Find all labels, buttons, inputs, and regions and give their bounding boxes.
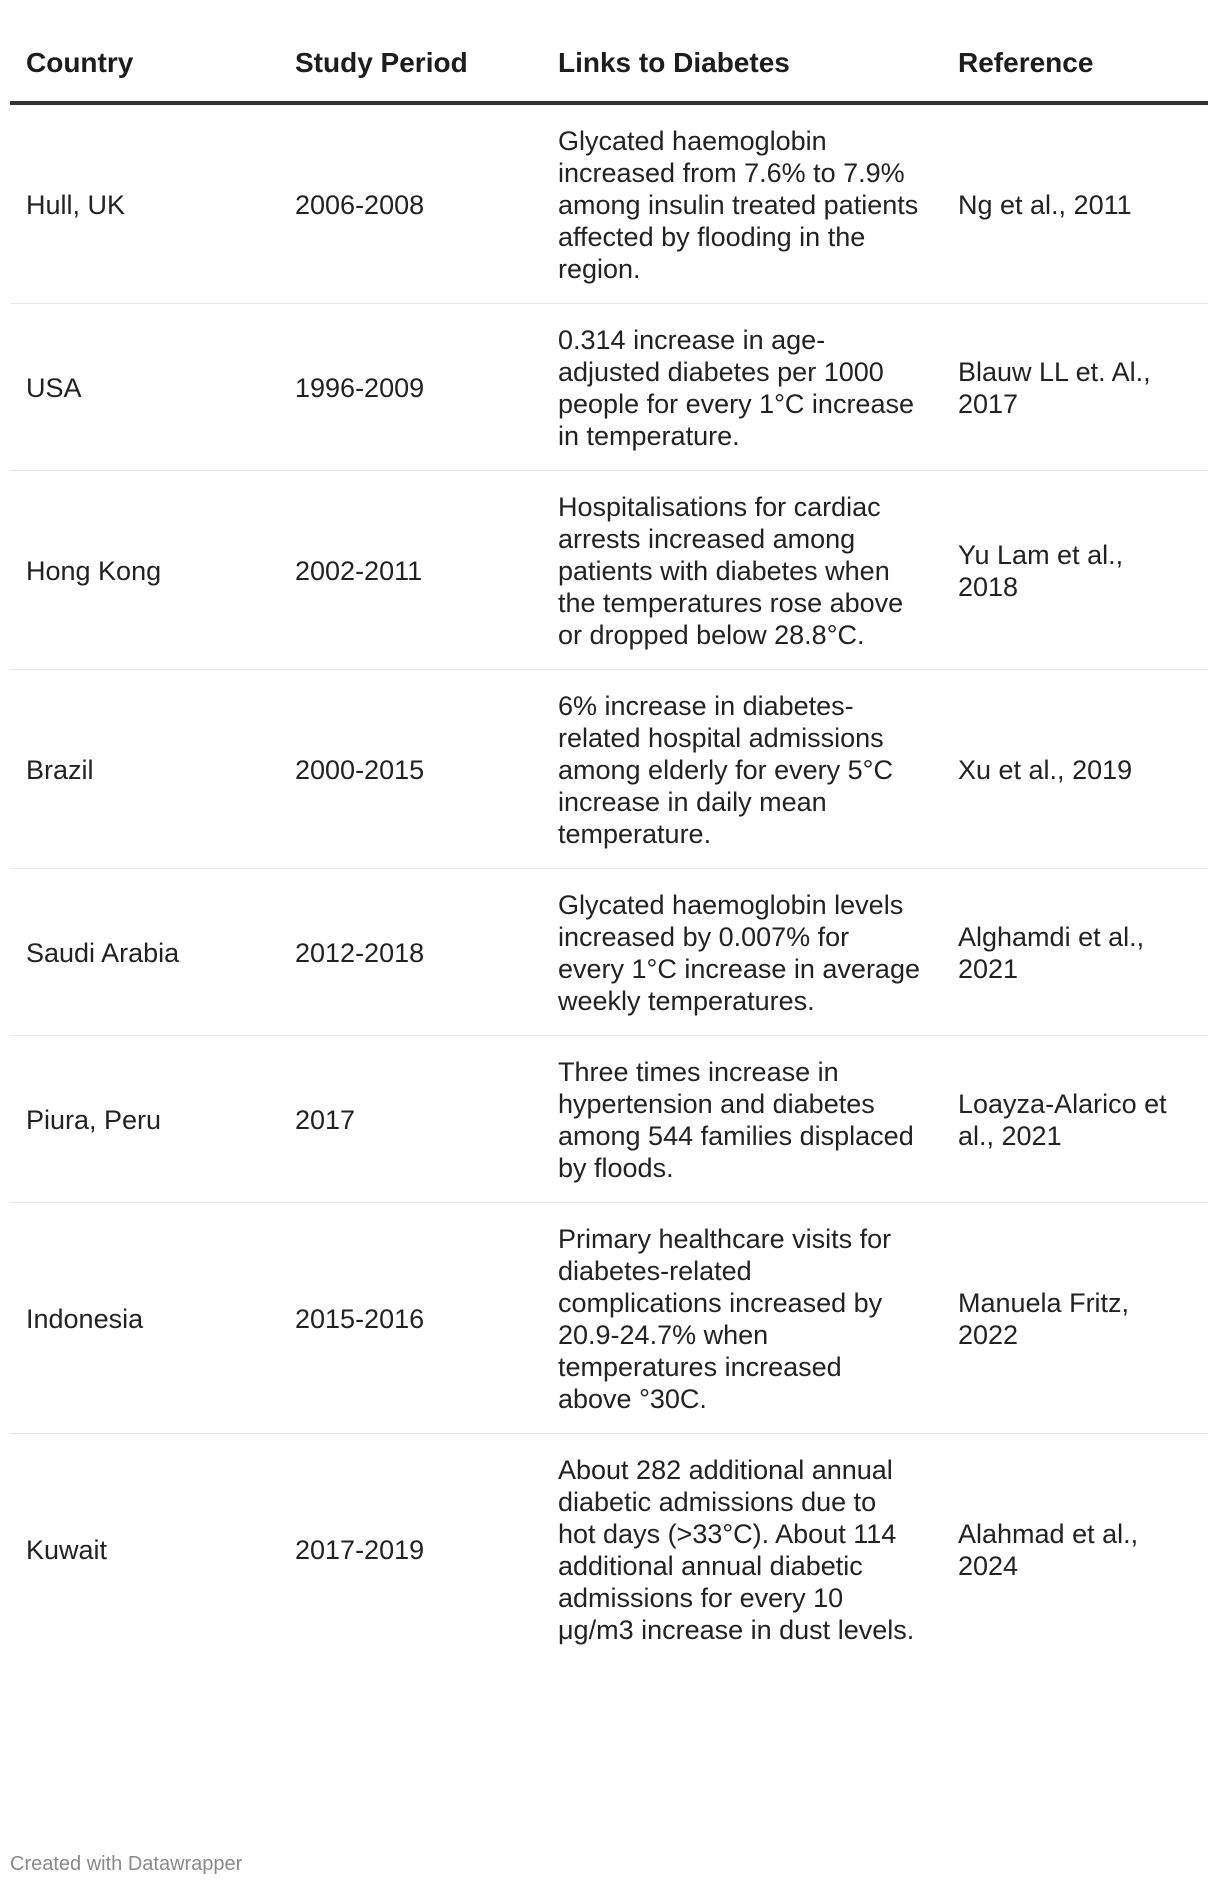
study-period-cell: 2006-2008 xyxy=(279,103,542,304)
reference-cell: Loayza-Alarico et al., 2021 xyxy=(942,1036,1208,1203)
column-header-country: Country xyxy=(10,20,279,103)
datawrapper-credit: Created with Datawrapper xyxy=(10,1853,243,1875)
table-body xyxy=(10,103,1208,1670)
links-to-diabetes-cell: Primary healthcare visits for diabetes-related complications increased by 20.9-24.7% when temperatures increased above °30C. xyxy=(542,1203,942,1434)
country-cell: Kuwait xyxy=(26,1535,108,1565)
table-row xyxy=(10,869,1208,1036)
links-to-diabetes-cell: Glycated haemoglobin increased from 7.6% to 7.9% among insulin treated patients affected by flooding in the region. xyxy=(542,103,942,304)
study-period-cell: 1996-2009 xyxy=(279,304,542,471)
table-row xyxy=(10,103,1208,304)
table-row xyxy=(10,1434,1208,1671)
data-table xyxy=(10,20,1208,1670)
reference-cell: Alahmad et al., 2024 xyxy=(958,1519,1139,1581)
links-to-diabetes-cell: 0.314 increase in age-adjusted diabetes per 1000 people for every 1°C increase in temperature. xyxy=(542,304,942,471)
study-period-cell: 2002-2011 xyxy=(279,471,542,670)
column-header-links-to-diabetes: Links to Diabetes xyxy=(542,20,942,103)
study-period-cell: 2015-2016 xyxy=(279,1203,542,1434)
column-header-study-period: Study Period xyxy=(279,20,542,103)
country-cell: Hong Kong xyxy=(10,471,279,670)
column-header-reference: Reference xyxy=(942,20,1208,103)
country-cell: Brazil xyxy=(10,670,279,869)
country-cell: Indonesia xyxy=(10,1203,279,1434)
reference-cell: Ng et al., 2011 xyxy=(942,103,1208,304)
reference-cell: Blauw LL et. Al., 2017 xyxy=(942,304,1208,471)
reference-cell: Yu Lam et al., 2018 xyxy=(942,471,1208,670)
header-row xyxy=(10,20,1208,103)
reference-cell: Xu et al., 2019 xyxy=(942,670,1208,869)
table-row xyxy=(10,1036,1208,1203)
study-period-cell: 2017-2019 xyxy=(295,1535,425,1565)
reference-cell: Manuela Fritz, 2022 xyxy=(942,1203,1208,1434)
country-cell: USA xyxy=(10,304,279,471)
links-to-diabetes-cell: 6% increase in diabetes-related hospital admissions among elderly for every 5°C increase in daily mean temperature. xyxy=(542,670,942,869)
study-period-cell: 2012-2018 xyxy=(279,869,542,1036)
country-cell: Saudi Arabia xyxy=(10,869,279,1036)
links-to-diabetes-cell: Glycated haemoglobin levels increased by 0.007% for every 1°C increase in average weekly temperatures. xyxy=(542,869,942,1036)
table-row xyxy=(10,1203,1208,1434)
table-row xyxy=(10,670,1208,869)
reference-cell: Alghamdi et al., 2021 xyxy=(942,869,1208,1036)
country-cell: Hull, UK xyxy=(10,103,279,304)
table-header xyxy=(10,20,1208,103)
study-period-cell: 2017 xyxy=(279,1036,542,1203)
links-to-diabetes-cell: Hospitalisations for cardiac arrests increased among patients with diabetes when the temperatures rose above or dropped below 28.8°C. xyxy=(542,471,942,670)
table-row xyxy=(10,471,1208,670)
table-row xyxy=(10,304,1208,471)
study-period-cell: 2000-2015 xyxy=(279,670,542,869)
links-to-diabetes-cell: Three times increase in hypertension and diabetes among 544 families displaced by floods. xyxy=(542,1036,942,1203)
links-to-diabetes-cell: About 282 additional annual diabetic admissions due to hot days (>33°C). About 114 additional annual diabetic admissions for every 10 μg/m3 increase in dust levels. xyxy=(558,1455,915,1645)
country-cell: Piura, Peru xyxy=(10,1036,279,1203)
